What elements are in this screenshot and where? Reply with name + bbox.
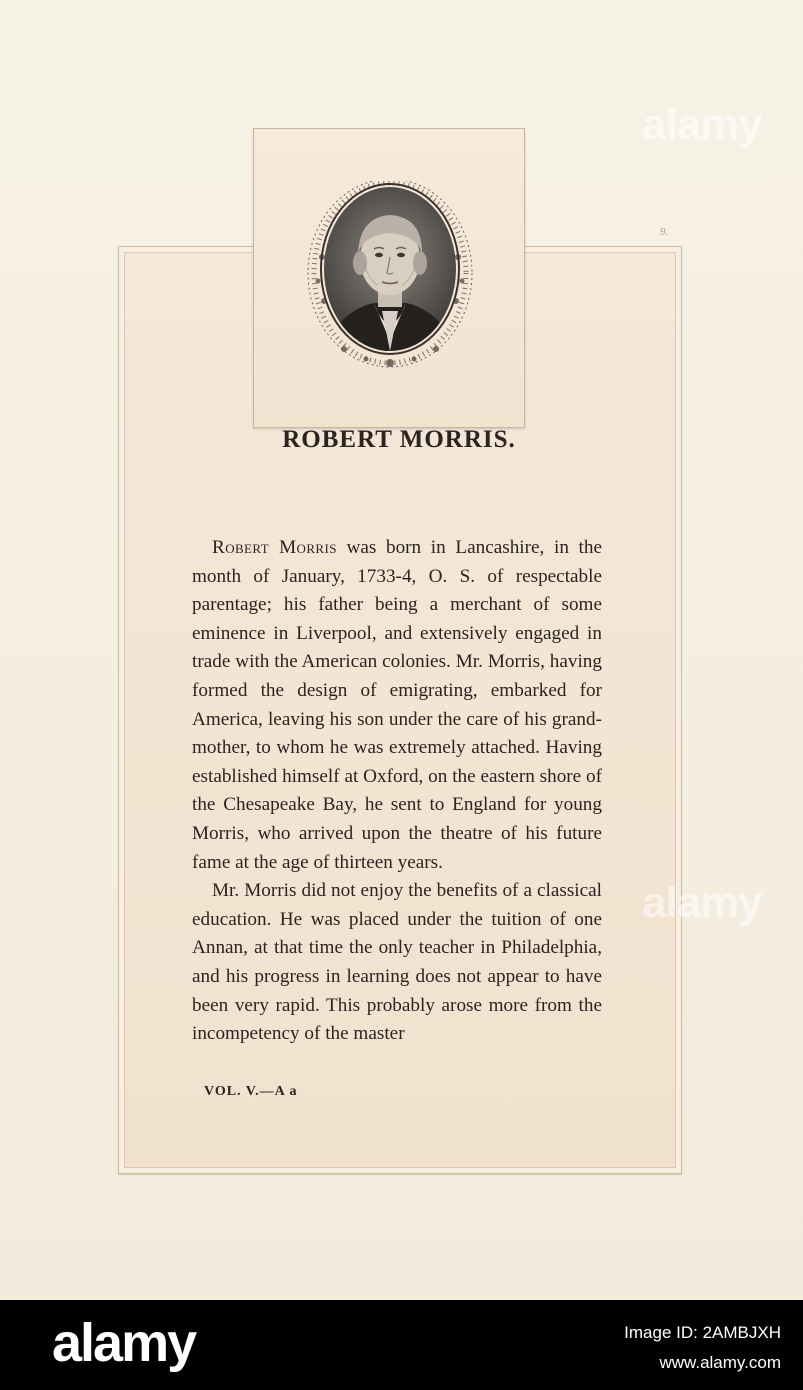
watermark-top: alamy: [642, 100, 762, 149]
paragraph-1-text: was born in Lancashire, in the month of January, 1733-4, O. S. of respectable parentage; his father being a merchant of some eminence in Liverpool, and extensively engaged in trade with the American colonies. Mr. Morris, having formed the design of emigrating, embarked for America, leaving his son under the care of his grand-mother, to whom he was extremely attached. Having established himself at Oxford, on the eastern shore of the Chesapeake Bay, he sent to England for young Morris, who arrived upon the theatre of his future fame at the age of thirteen years.: [192, 537, 602, 873]
paragraph-1: [192, 534, 602, 877]
portrait-plate: [253, 128, 525, 428]
page-title: ROBERT MORRIS.: [282, 426, 516, 453]
paragraph-2: Mr. Morris did not enjoy the benefits of a classical education. He was placed under the tuition of one Annan, at that time the only teacher in Philadelphia, and his progress in learning does not appear to have been very rapid. This probably arose more from the incompetency of the master: [192, 880, 602, 1045]
watermark-middle: alamy: [642, 878, 762, 927]
engraved-oval-portrait-icon: [304, 181, 476, 371]
pencil-page-number: 9.: [660, 226, 669, 238]
biography-text: [192, 534, 602, 1049]
volume-signature: VOL. V.—A a: [204, 1084, 298, 1099]
image-id-label: Image ID: 2AMBJXH: [624, 1323, 781, 1342]
paragraph-1-lead: Robert Morris: [212, 537, 337, 558]
site-url: www.alamy.com: [659, 1353, 781, 1372]
alamy-logo: alamy: [52, 1313, 196, 1373]
footer-image-info: [624, 1318, 781, 1378]
stock-footer-bar: [0, 1300, 803, 1390]
